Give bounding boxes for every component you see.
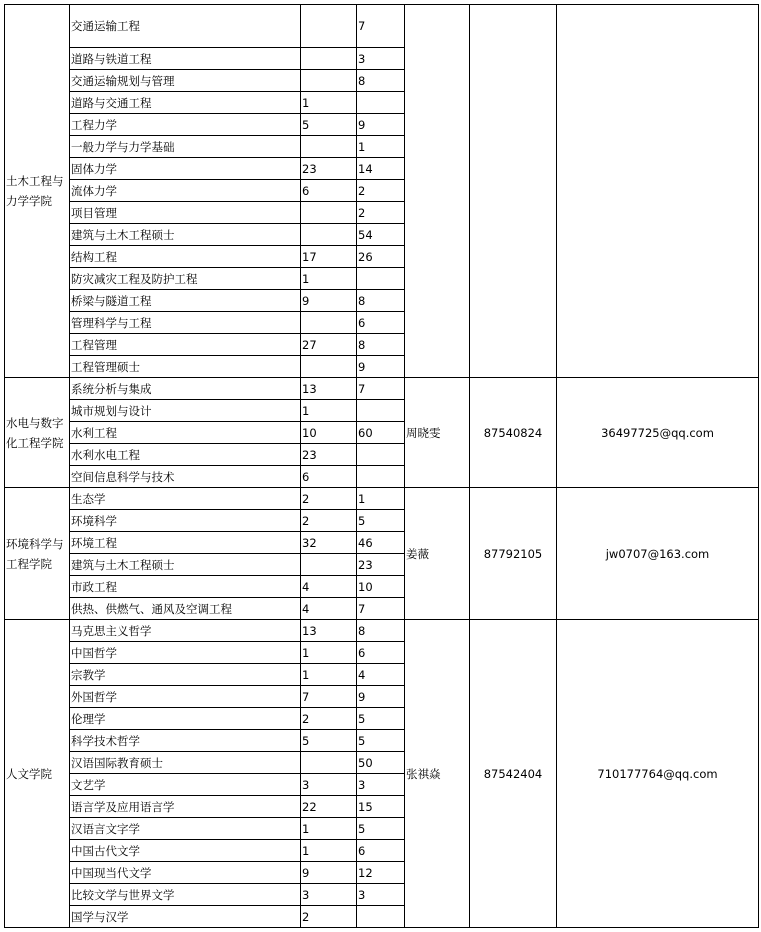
count-a-cell: 3 (301, 884, 357, 906)
count-b-cell: 6 (357, 642, 405, 664)
count-b-cell: 26 (357, 246, 405, 268)
major-name-cell: 水利水电工程 (70, 444, 301, 466)
major-name-cell: 防灾减灾工程及防护工程 (70, 268, 301, 290)
count-a-cell: 7 (301, 686, 357, 708)
count-a-cell (301, 554, 357, 576)
major-name-cell: 马克思主义哲学 (70, 620, 301, 642)
count-b-cell (357, 466, 405, 488)
college-name-cell: 人文学院 (5, 620, 70, 928)
count-b-cell: 8 (357, 290, 405, 312)
count-b-cell: 5 (357, 730, 405, 752)
count-b-cell: 8 (357, 334, 405, 356)
major-name-cell: 交通运输规划与管理 (70, 70, 301, 92)
count-b-cell (357, 268, 405, 290)
major-name-cell: 环境工程 (70, 532, 301, 554)
major-name-cell: 一般力学与力学基础 (70, 136, 301, 158)
count-b-cell: 8 (357, 620, 405, 642)
contact-name-cell (405, 5, 470, 378)
major-name-cell: 环境科学 (70, 510, 301, 532)
count-b-cell: 5 (357, 708, 405, 730)
count-a-cell: 2 (301, 510, 357, 532)
count-b-cell: 6 (357, 840, 405, 862)
major-name-cell: 中国古代文学 (70, 840, 301, 862)
table-row (5, 5, 759, 48)
count-a-cell: 9 (301, 862, 357, 884)
count-a-cell (301, 224, 357, 246)
major-name-cell: 市政工程 (70, 576, 301, 598)
count-b-cell (357, 400, 405, 422)
count-b-cell: 7 (357, 378, 405, 400)
count-b-cell: 5 (357, 510, 405, 532)
major-name-cell: 城市规划与设计 (70, 400, 301, 422)
count-b-cell (357, 444, 405, 466)
table-row (5, 620, 759, 642)
count-a-cell: 27 (301, 334, 357, 356)
phone-cell (470, 5, 557, 378)
count-b-cell: 2 (357, 180, 405, 202)
major-name-cell: 生态学 (70, 488, 301, 510)
contact-name-cell: 姜薇 (405, 488, 470, 620)
count-b-cell: 2 (357, 202, 405, 224)
count-a-cell: 1 (301, 818, 357, 840)
count-b-cell: 9 (357, 356, 405, 378)
major-name-cell: 国学与汉学 (70, 906, 301, 928)
major-name-cell: 水利工程 (70, 422, 301, 444)
major-name-cell: 中国哲学 (70, 642, 301, 664)
major-name-cell: 道路与交通工程 (70, 92, 301, 114)
count-a-cell (301, 70, 357, 92)
count-b-cell: 1 (357, 488, 405, 510)
count-a-cell: 17 (301, 246, 357, 268)
major-name-cell: 中国现当代文学 (70, 862, 301, 884)
count-b-cell: 9 (357, 114, 405, 136)
count-a-cell: 1 (301, 642, 357, 664)
count-a-cell: 1 (301, 664, 357, 686)
major-name-cell: 桥梁与隧道工程 (70, 290, 301, 312)
count-a-cell: 1 (301, 268, 357, 290)
count-a-cell: 4 (301, 576, 357, 598)
count-b-cell: 46 (357, 532, 405, 554)
count-a-cell: 13 (301, 620, 357, 642)
major-name-cell: 文艺学 (70, 774, 301, 796)
count-a-cell: 1 (301, 92, 357, 114)
count-a-cell (301, 752, 357, 774)
table-row (5, 378, 759, 400)
count-a-cell: 9 (301, 290, 357, 312)
count-a-cell: 10 (301, 422, 357, 444)
major-name-cell: 外国哲学 (70, 686, 301, 708)
count-a-cell: 13 (301, 378, 357, 400)
count-a-cell: 2 (301, 488, 357, 510)
count-b-cell: 12 (357, 862, 405, 884)
count-b-cell (357, 92, 405, 114)
count-a-cell: 2 (301, 906, 357, 928)
count-a-cell: 6 (301, 466, 357, 488)
count-b-cell: 23 (357, 554, 405, 576)
major-name-cell: 宗教学 (70, 664, 301, 686)
count-b-cell: 14 (357, 158, 405, 180)
major-name-cell: 工程力学 (70, 114, 301, 136)
major-name-cell: 比较文学与世界文学 (70, 884, 301, 906)
major-name-cell: 汉语言文字学 (70, 818, 301, 840)
count-a-cell: 5 (301, 114, 357, 136)
major-name-cell: 结构工程 (70, 246, 301, 268)
count-b-cell: 7 (357, 5, 405, 48)
major-name-cell: 汉语国际教育硕士 (70, 752, 301, 774)
count-a-cell: 22 (301, 796, 357, 818)
count-a-cell (301, 356, 357, 378)
count-a-cell (301, 312, 357, 334)
major-name-cell: 工程管理 (70, 334, 301, 356)
count-b-cell: 8 (357, 70, 405, 92)
major-name-cell: 建筑与土木工程硕士 (70, 554, 301, 576)
major-name-cell: 建筑与土木工程硕士 (70, 224, 301, 246)
table-row (5, 488, 759, 510)
count-b-cell: 4 (357, 664, 405, 686)
count-b-cell: 3 (357, 48, 405, 70)
count-a-cell: 32 (301, 532, 357, 554)
count-b-cell: 1 (357, 136, 405, 158)
phone-cell: 87542404 (470, 620, 557, 928)
major-name-cell: 系统分析与集成 (70, 378, 301, 400)
count-b-cell: 3 (357, 884, 405, 906)
count-a-cell: 5 (301, 730, 357, 752)
major-name-cell: 管理科学与工程 (70, 312, 301, 334)
count-b-cell: 7 (357, 598, 405, 620)
college-name-cell: 水电与数字化工程学院 (5, 378, 70, 488)
count-a-cell (301, 48, 357, 70)
major-name-cell: 伦理学 (70, 708, 301, 730)
phone-cell: 87540824 (470, 378, 557, 488)
major-name-cell: 项目管理 (70, 202, 301, 224)
major-name-cell: 科学技术哲学 (70, 730, 301, 752)
count-a-cell (301, 136, 357, 158)
count-b-cell: 5 (357, 818, 405, 840)
count-b-cell: 50 (357, 752, 405, 774)
count-a-cell (301, 202, 357, 224)
count-b-cell (357, 906, 405, 928)
enrollment-table (4, 4, 759, 928)
count-b-cell: 3 (357, 774, 405, 796)
major-name-cell: 空间信息科学与技术 (70, 466, 301, 488)
count-b-cell: 60 (357, 422, 405, 444)
major-name-cell: 交通运输工程 (70, 5, 301, 48)
count-a-cell: 1 (301, 840, 357, 862)
count-a-cell: 23 (301, 444, 357, 466)
count-a-cell: 3 (301, 774, 357, 796)
email-cell: 36497725@qq.com (557, 378, 759, 488)
email-cell (557, 5, 759, 378)
major-name-cell: 工程管理硕士 (70, 356, 301, 378)
college-name-cell: 土木工程与力学学院 (5, 5, 70, 378)
count-a-cell: 6 (301, 180, 357, 202)
college-name-cell: 环境科学与工程学院 (5, 488, 70, 620)
count-a-cell: 1 (301, 400, 357, 422)
count-a-cell: 4 (301, 598, 357, 620)
email-cell: jw0707@163.com (557, 488, 759, 620)
email-cell: 710177764@qq.com (557, 620, 759, 928)
count-a-cell: 23 (301, 158, 357, 180)
contact-name-cell: 周晓雯 (405, 378, 470, 488)
major-name-cell: 语言学及应用语言学 (70, 796, 301, 818)
table-body (5, 5, 759, 928)
count-a-cell (301, 5, 357, 48)
count-b-cell: 6 (357, 312, 405, 334)
count-a-cell: 2 (301, 708, 357, 730)
major-name-cell: 供热、供燃气、通风及空调工程 (70, 598, 301, 620)
phone-cell: 87792105 (470, 488, 557, 620)
major-name-cell: 流体力学 (70, 180, 301, 202)
contact-name-cell: 张祺焱 (405, 620, 470, 928)
major-name-cell: 固体力学 (70, 158, 301, 180)
major-name-cell: 道路与铁道工程 (70, 48, 301, 70)
count-b-cell: 54 (357, 224, 405, 246)
count-b-cell: 15 (357, 796, 405, 818)
count-b-cell: 10 (357, 576, 405, 598)
count-b-cell: 9 (357, 686, 405, 708)
